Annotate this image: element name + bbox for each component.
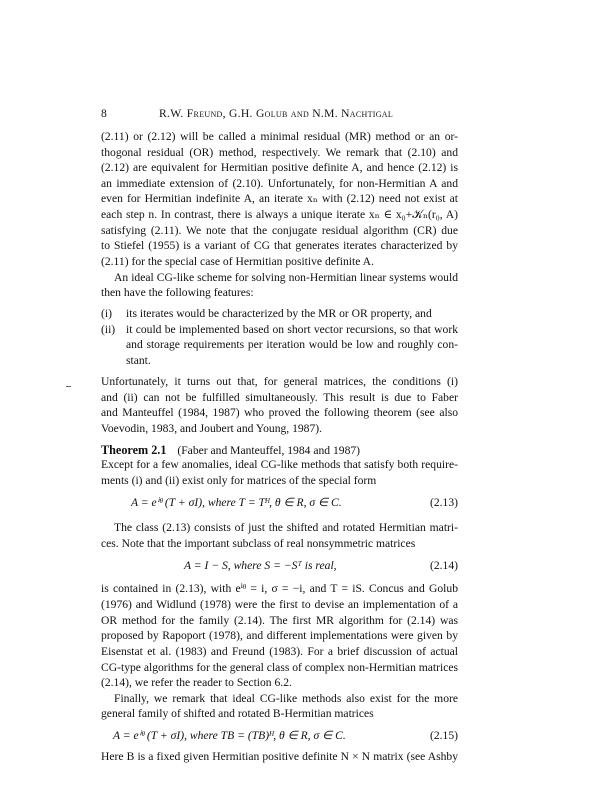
authors: R.W. Freund, G.H. Golub and N.M. Nachtigal [159,107,394,120]
text-line: even for Hermitian indefinite A, an iterate xₙ with (2.12) need not exist at [101,192,458,205]
text-line: An ideal CG-like scheme for solving non-Hermitian linear systems would [114,271,458,284]
equation-2-14: A = I − S, where S = −Sᵀ is real, [184,559,337,572]
margin-mark [66,386,71,387]
equation-2-15: A = eⁱᶿ (T + σI), where TB = (TB)ᴴ, θ ∈ R, σ ∈ C. [113,729,346,742]
page-number: 8 [101,107,107,120]
list-item-text: its iterates would be characterized by the MR or OR property, and [126,307,432,320]
text-line: and (ii) can not be fulfilled simultaneously. This result is due to Faber [101,391,458,404]
equation-number: (2.15) [429,729,458,742]
theorem-title: Theorem 2.1 [101,443,167,457]
text-line: ments (i) and (ii) exist only for matrices of the special form [101,474,377,487]
text-line: (1976) and Widlund (1978) were the first to devise an implementation of a [101,598,458,611]
theorem-heading [101,443,458,458]
text-line: then have the following features: [101,286,254,299]
theorem-attribution: (Faber and Manteuffel, 1984 and 1987) [177,444,361,457]
text-line: (2.11) or (2.12) will be called a minimal residual (MR) method or an or- [101,130,458,143]
equation-number: (2.14) [429,559,458,572]
text-line: each step n. In contrast, there is always a unique iterate xₙ ∈ x₀+𝒦ₙ(r₀, A) [101,208,458,221]
list-item-text: stant. [126,354,151,367]
list-marker: (ii) [101,323,116,336]
text-line: thogonal residual (OR) method, respectively. We remark that (2.10) and [101,146,458,159]
text-line: (2.14), we refer the reader to Section 6.2. [101,676,292,689]
text-line: to Stiefel (1955) is a variant of CG that generates iterates characterized by [101,239,458,252]
text-line: Here B is a fixed given Hermitian positive definite N × N matrix (see Ashby [101,750,458,763]
equation-row-2-14 [101,559,458,573]
list-item-text: and storage requirements per iteration would be low and roughly con- [126,338,458,351]
text-line: Eisenstat et al. (1983) and Freund (1983). For a brief discussion of actual [101,645,458,658]
text-line: is contained in (2.13), with eⁱᶿ = i, σ = −i, and T = iS. Concus and Golub [101,582,458,595]
text-line: ces. Note that the important subclass of real nonsymmetric matrices [101,537,416,550]
equation-number: (2.13) [429,496,458,509]
text-line: Unfortunately, it turns out that, for general matrices, the conditions (i) [101,375,458,388]
text-line: Finally, we remark that ideal CG-like methods also exist for the more [114,692,458,705]
equation-row-2-13 [101,496,458,510]
text-line: general family of shifted and rotated B-Hermitian matrices [101,707,374,720]
equation-row-2-15 [101,729,458,743]
text-line: Except for a few anomalies, ideal CG-like methods that satisfy both require- [101,458,458,471]
text-line: (2.12) are equivalent for Hermitian positive definite A, and hence (2.12) is [101,161,458,174]
running-header [101,107,458,121]
list-marker: (i) [101,307,112,320]
text-line: satisfying (2.11). We note that the conjugate residual algorithm (CR) due [101,224,458,237]
list-item-text: it could be implemented based on short vector recursions, so that work [126,323,458,336]
text-line: OR method for the family (2.14). The first MR algorithm for (2.14) was [101,614,458,627]
text-line: an immediate extension of (2.10). Unfortunately, for non-Hermitian A and [101,177,458,190]
text-line: proposed by Rapoport (1978), and different implementations were given by [101,629,458,642]
text-line: and Manteuffel (1984, 1987) who proved the following theorem (see also [101,406,458,419]
text-line: The class (2.13) consists of just the shifted and rotated Hermitian matri- [114,521,458,534]
text-line: (2.11) for the special case of Hermitian positive definite A. [101,255,374,268]
text-line: CG-type algorithms for the general class of complex non-Hermitian matrices [101,661,459,674]
equation-2-13: A = eⁱᶿ (T + σI), where T = Tᴴ, θ ∈ R, σ ∈ C. [131,496,342,509]
text-line: Voevodin, 1983, and Joubert and Young, 1987). [101,422,323,435]
